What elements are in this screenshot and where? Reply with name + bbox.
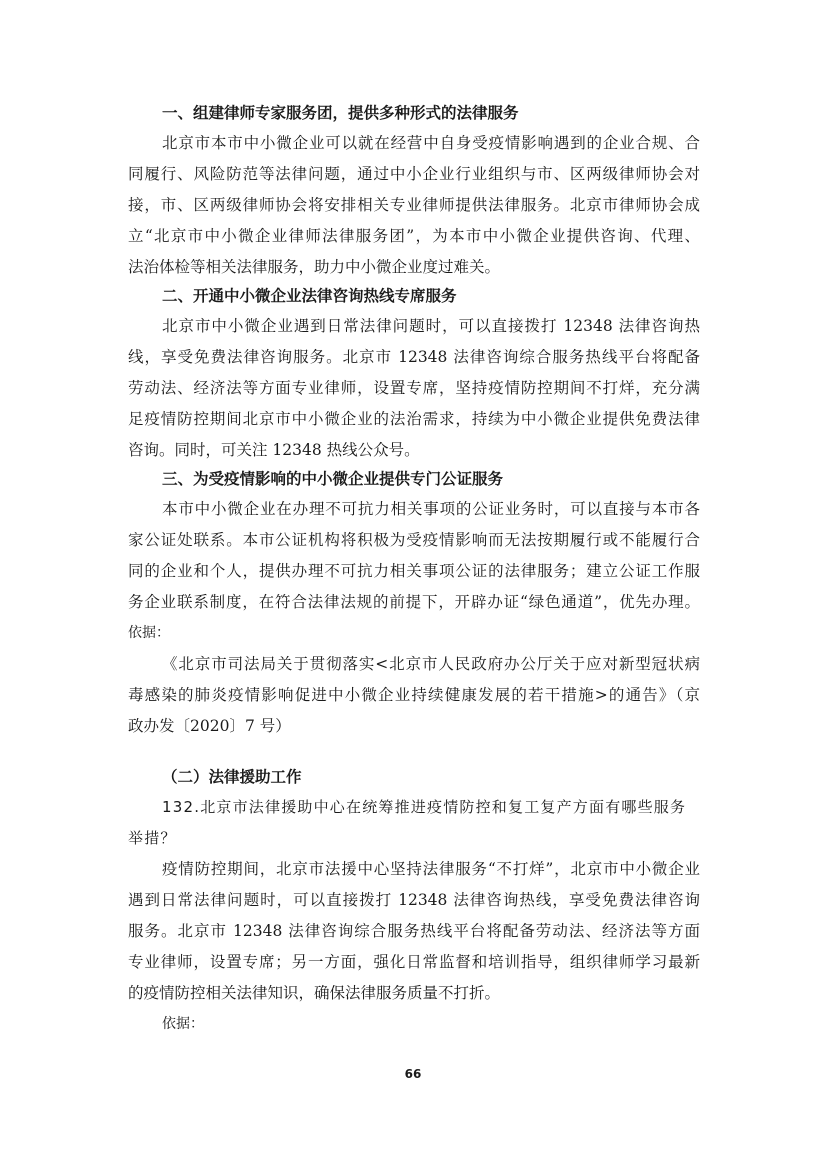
paragraph-line: 法治体检等相关法律服务，助力中小微企业度过难关。 xyxy=(128,258,501,276)
question-line: 举措？ xyxy=(128,829,177,847)
paragraph-line: 立“北京市中小微企业律师法律服务团”，为本市中小微企业提供咨询、代理、 xyxy=(128,227,700,245)
answer-line: 专业律师，设置专席；另一方面，强化日常监督和培训指导，组织律师学习最新 xyxy=(128,953,700,971)
paragraph-line: 同的企业和个人，提供办理不可抗力相关事项公证的法律服务；建立公证工作服 xyxy=(128,562,700,580)
paragraph-line: 北京市中小微企业遇到日常法律问题时，可以直接拨打 12348 法律咨询热 xyxy=(162,317,700,335)
paragraph-line: 本市中小微企业在办理不可抗力相关事项的公证业务时，可以直接与本市各 xyxy=(162,500,700,518)
paragraph-line: 线，享受免费法律咨询服务。北京市 12348 法律咨询综合服务热线平台将配备 xyxy=(128,348,700,366)
answer-line: 服务。北京市 12348 法律咨询综合服务热线平台将配备劳动法、经济法等方面 xyxy=(128,922,700,940)
basis-line: 政办发〔2020〕7 号） xyxy=(128,717,291,735)
page-number: 66 xyxy=(404,1067,422,1081)
basis-label: 依据： xyxy=(128,625,170,641)
paragraph-line: 咨询。同时，可关注 12348 热线公众号。 xyxy=(128,441,420,459)
basis-line: 毒感染的肺炎疫情影响促进中小微企业持续健康发展的若干措施>的通告》（京 xyxy=(128,686,700,704)
paragraph-line: 足疫情防控期间北京市中小微企业的法治需求，持续为中小微企业提供免费法律 xyxy=(128,410,700,428)
answer-line: 的疫情防控相关法律知识，确保法律服务质量不打折。 xyxy=(128,984,501,1002)
section-heading: 一、组建律师专家服务团，提供多种形式的法律服务 xyxy=(162,104,519,122)
basis-label: 依据： xyxy=(162,1016,204,1032)
paragraph-line: 接，市、区两级律师协会将安排相关专业律师提供法律服务。北京市律师协会成 xyxy=(128,196,700,214)
paragraph-line: 务企业联系制度，在符合法律法规的前提下，开辟办证“绿色通道”，优先办理。 xyxy=(128,593,700,611)
answer-line: 遇到日常法律问题时，可以直接拨打 12348 法律咨询热线，享受免费法律咨询 xyxy=(128,891,700,909)
paragraph-line: 同履行、风险防范等法律问题，通过中小企业行业组织与市、区两级律师协会对 xyxy=(128,165,700,183)
question-line: 132.北京市法律援助中心在统筹推进疫情防控和复工复产方面有哪些服务 xyxy=(162,798,687,816)
paragraph-line: 家公证处联系。本市公证机构将积极为受疫情影响而无法按期履行或不能履行合 xyxy=(128,531,700,549)
paragraph-line: 北京市本市中小微企业可以就在经营中自身受疫情影响遇到的企业合规、合 xyxy=(162,134,700,152)
section-heading: 三、为受疫情影响的中小微企业提供专门公证服务 xyxy=(162,470,504,488)
subsection-heading: （二）法律援助工作 xyxy=(162,768,302,786)
paragraph-line: 劳动法、经济法等方面专业律师，设置专席，坚持疫情防控期间不打烊，充分满 xyxy=(128,379,700,397)
answer-line: 疫情防控期间，北京市法援中心坚持法律服务“不打烊”，北京市中小微企业 xyxy=(162,860,700,878)
basis-line: 《北京市司法局关于贯彻落实<北京市人民政府办公厅关于应对新型冠状病 xyxy=(162,655,700,673)
section-heading: 二、开通中小微企业法律咨询热线专席服务 xyxy=(162,287,457,305)
